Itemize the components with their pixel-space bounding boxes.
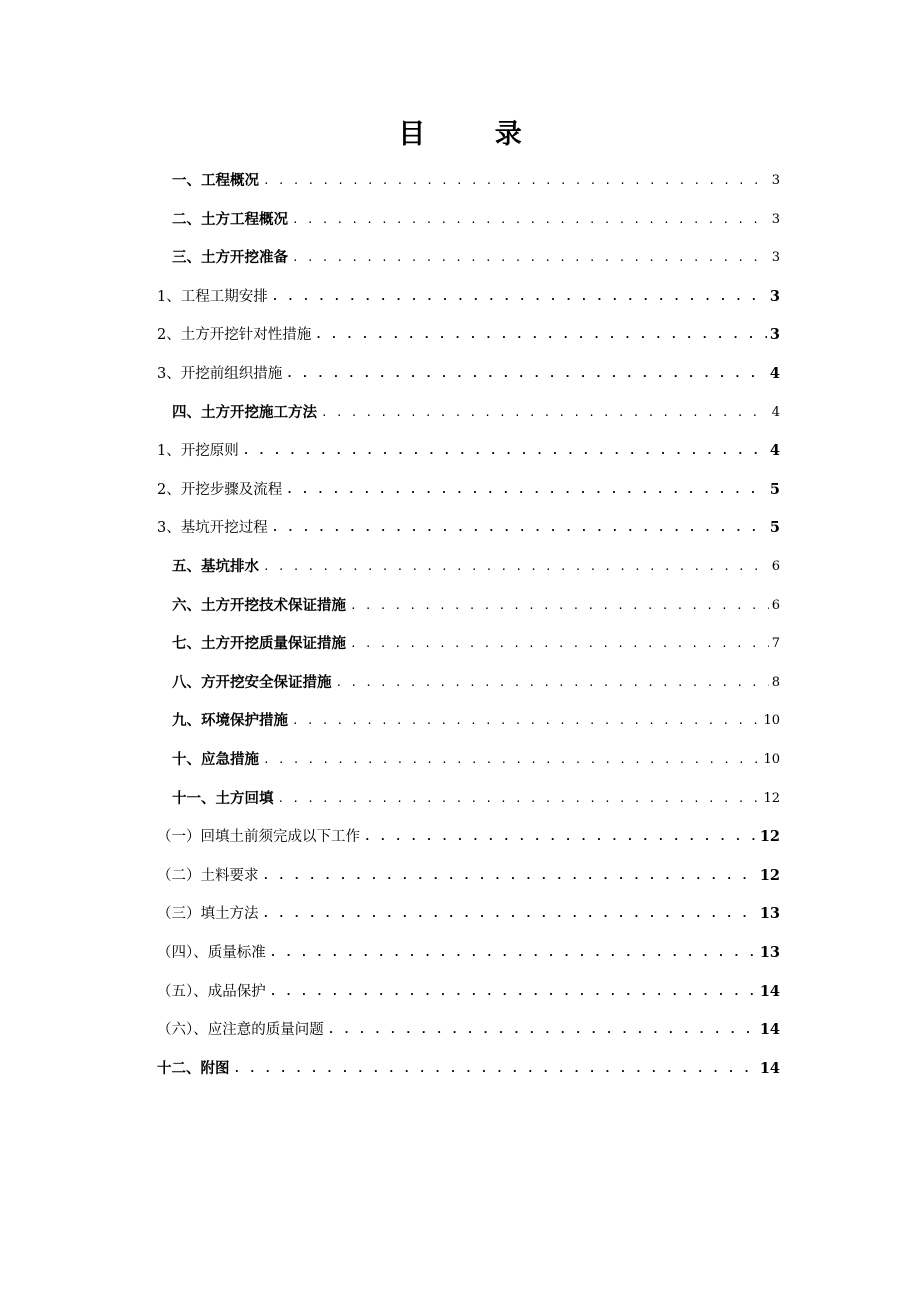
toc-dot-leader bbox=[336, 673, 769, 693]
toc-entry[interactable] bbox=[157, 1016, 780, 1040]
toc-dot-leader bbox=[315, 325, 767, 345]
toc-entry-page: 5 bbox=[769, 480, 780, 498]
toc-dot-leader bbox=[263, 904, 757, 924]
toc-entry[interactable] bbox=[172, 553, 780, 577]
toc-entry[interactable] bbox=[157, 1055, 780, 1079]
toc-entry-page: 8 bbox=[771, 674, 780, 690]
toc-entry-page: 4 bbox=[771, 404, 780, 420]
toc-entry-page: 14 bbox=[759, 1059, 780, 1077]
toc-entry[interactable] bbox=[157, 514, 780, 538]
toc-dot-leader bbox=[286, 480, 767, 500]
toc-entry[interactable] bbox=[172, 592, 780, 616]
toc-entry-label: 2、土方开挖针对性措施 bbox=[157, 327, 312, 344]
toc-entry-label: （一）回填土前须完成以下工作 bbox=[157, 829, 360, 846]
toc-entry-label: （四）、质量标准 bbox=[157, 945, 266, 961]
toc-entry-label: 十一、土方回填 bbox=[172, 789, 274, 807]
toc-entry[interactable] bbox=[157, 862, 780, 886]
toc-title: 目 录 bbox=[398, 119, 552, 150]
toc-dot-leader bbox=[263, 750, 760, 770]
toc-entry[interactable] bbox=[157, 939, 780, 963]
toc-entry-label: 十、应急措施 bbox=[172, 751, 259, 768]
toc-dot-leader bbox=[350, 634, 769, 654]
toc-entry[interactable] bbox=[172, 669, 780, 693]
toc-entry-label: 三、土方开挖准备 bbox=[172, 249, 288, 267]
toc-entry-page: 6 bbox=[771, 597, 780, 613]
toc-entry[interactable] bbox=[172, 630, 780, 654]
toc-dot-leader bbox=[328, 1020, 757, 1040]
toc-entry[interactable] bbox=[172, 785, 780, 809]
toc-entry-page: 13 bbox=[759, 944, 780, 961]
toc-entry[interactable] bbox=[172, 206, 780, 230]
toc-dot-leader bbox=[292, 248, 769, 268]
toc-entry-label: 3、基坑开挖过程 bbox=[157, 520, 268, 537]
toc-entry[interactable] bbox=[172, 707, 780, 731]
toc-entry[interactable] bbox=[157, 900, 780, 924]
toc-entry-label: 1、工程工期安排 bbox=[157, 288, 268, 305]
toc-dot-leader bbox=[350, 596, 769, 616]
toc-entry-page: 3 bbox=[771, 173, 780, 188]
toc-dot-leader bbox=[292, 210, 769, 230]
toc-entry-label: 十二、附图 bbox=[157, 1059, 230, 1077]
toc-entry-label: （二）土料要求 bbox=[157, 867, 259, 884]
toc-entry[interactable] bbox=[172, 399, 780, 423]
toc-dot-leader bbox=[243, 441, 767, 461]
toc-entry[interactable] bbox=[157, 476, 780, 500]
toc-entry[interactable] bbox=[172, 244, 780, 268]
toc-entry-label: 九、环境保护措施 bbox=[172, 712, 288, 730]
toc-entry-label: 1、开挖原则 bbox=[157, 443, 239, 460]
toc-dot-leader bbox=[272, 518, 767, 538]
toc-entry[interactable] bbox=[172, 746, 780, 770]
toc-dot-leader bbox=[272, 287, 767, 307]
toc-entry-label: 六、土方开挖技术保证措施 bbox=[172, 596, 346, 614]
toc-dot-leader bbox=[263, 171, 769, 191]
toc-entry-page: 5 bbox=[769, 519, 780, 537]
toc-entry-page: 12 bbox=[763, 790, 780, 806]
toc-entry-label: （五）、成品保护 bbox=[157, 983, 266, 1000]
toc-dot-leader bbox=[263, 557, 769, 577]
toc-entry-page: 7 bbox=[771, 636, 780, 652]
toc-dot-leader bbox=[263, 866, 757, 886]
toc-entry-page: 4 bbox=[769, 442, 780, 460]
toc-dot-leader bbox=[292, 711, 760, 731]
toc-dot-leader bbox=[286, 364, 767, 384]
toc-entry[interactable] bbox=[172, 167, 780, 191]
toc-entry-page: 13 bbox=[759, 905, 780, 923]
toc-entry-page: 10 bbox=[763, 752, 780, 767]
toc-entry-page: 3 bbox=[771, 211, 780, 227]
toc-entry[interactable] bbox=[157, 823, 780, 847]
toc-entry[interactable] bbox=[157, 978, 780, 1002]
toc-dot-leader bbox=[278, 789, 761, 809]
toc-entry[interactable] bbox=[157, 283, 780, 307]
toc-entry-label: 3、开挖前组织措施 bbox=[157, 366, 283, 382]
toc-entry-label: 七、土方开挖质量保证措施 bbox=[172, 635, 346, 653]
toc-entry-page: 12 bbox=[759, 866, 780, 884]
toc-entry[interactable] bbox=[157, 321, 780, 345]
toc-entry-label: （六）、应注意的质量问题 bbox=[157, 1022, 324, 1039]
toc-entry-label: 五、基坑排水 bbox=[172, 558, 259, 575]
toc-entry-page: 10 bbox=[763, 713, 780, 729]
toc-entry-label: 四、土方开挖施工方法 bbox=[172, 403, 317, 421]
toc-dot-leader bbox=[270, 982, 757, 1002]
toc-entry-page: 14 bbox=[759, 982, 780, 1000]
toc-entry-page: 12 bbox=[759, 828, 780, 846]
toc-entry-label: 八、方开挖安全保证措施 bbox=[172, 673, 332, 691]
toc-entry-page: 3 bbox=[769, 326, 780, 344]
toc-entry-page: 14 bbox=[759, 1021, 780, 1039]
toc-entry-label: （三）填土方法 bbox=[157, 906, 259, 923]
toc-entry-label: 二、土方工程概况 bbox=[172, 210, 288, 228]
toc-entry-label: 一、工程概况 bbox=[172, 172, 259, 189]
toc-entry-page: 4 bbox=[769, 365, 780, 382]
toc-entry-page: 6 bbox=[771, 559, 780, 574]
toc-dot-leader bbox=[270, 943, 757, 963]
toc-dot-leader bbox=[364, 827, 757, 847]
toc-entry[interactable] bbox=[157, 360, 780, 384]
toc-dot-leader bbox=[234, 1059, 757, 1079]
toc-entry-page: 3 bbox=[769, 287, 780, 305]
toc-entry-label: 2、开挖步骤及流程 bbox=[157, 481, 283, 498]
toc-entry-page: 3 bbox=[771, 250, 780, 266]
toc-entry[interactable] bbox=[157, 437, 780, 461]
toc-dot-leader bbox=[321, 403, 769, 423]
